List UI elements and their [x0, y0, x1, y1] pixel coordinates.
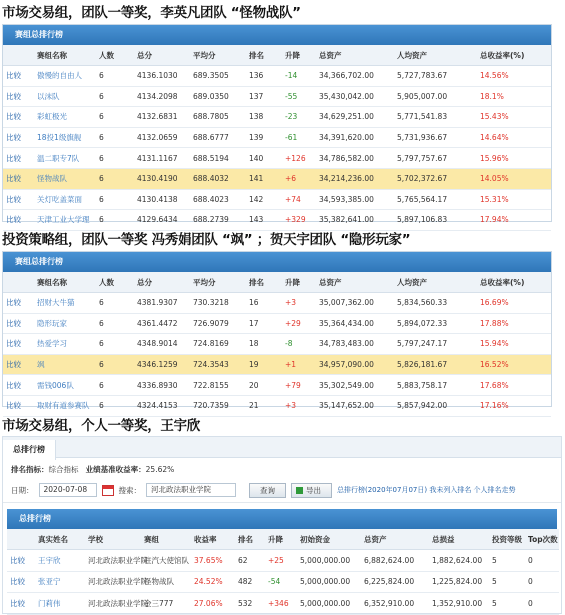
cell-initial: 5,000,000.00	[297, 593, 361, 615]
cell-change: +1	[282, 354, 316, 375]
personal-table-title: 总排行榜	[7, 509, 557, 529]
cell-total: 4348.9014	[134, 334, 190, 355]
cell-per-capita: 5,826,181.67	[394, 354, 477, 375]
cell-assets: 35,147,652.00	[316, 395, 394, 416]
team-ranking-panel-2	[2, 251, 552, 411]
cell-members: 6	[96, 334, 134, 355]
column-header: 总资产	[316, 272, 394, 293]
table-row	[3, 354, 551, 375]
cell-avg: 722.8155	[190, 375, 246, 396]
cell-avg: 688.4032	[190, 168, 246, 189]
column-header: 升降	[282, 45, 316, 66]
cell-assets: 6,882,624.00	[361, 550, 429, 572]
team-ranking-panel-1	[2, 24, 552, 225]
cell-change: +329	[282, 210, 316, 231]
table-row	[3, 334, 551, 355]
cell-total: 4336.8930	[134, 375, 190, 396]
panel-title: 赛组总排行榜	[3, 25, 551, 45]
cell-assets: 34,786,582.00	[316, 148, 394, 169]
cell-total: 4381.9307	[134, 293, 190, 314]
cell-total: 4129.6434	[134, 210, 190, 231]
cell-total: 4132.0659	[134, 127, 190, 148]
cell-assets: 35,302,549.00	[316, 375, 394, 396]
team-name-link[interactable]: 以沫队	[34, 86, 96, 107]
cell-change: +6	[282, 168, 316, 189]
cell-rank: 136	[246, 66, 282, 87]
benchmark-value: 25.62%	[145, 465, 175, 474]
cell-return: 17.16%	[477, 395, 551, 416]
cell-per-capita: 5,905,007.00	[394, 86, 477, 107]
column-header: 赛组名称	[34, 272, 96, 293]
cell-change: +25	[265, 550, 297, 572]
cell-avg: 724.3543	[190, 354, 246, 375]
export-label: 导出	[306, 485, 321, 495]
table-row	[3, 148, 551, 169]
team-name-link[interactable]: 热爱学习	[34, 334, 96, 355]
heading-market-personal-award: 市场交易组，个人一等奖，王宇欣	[2, 418, 200, 434]
cell-assets: 34,593,385.00	[316, 189, 394, 210]
column-header: 人数	[96, 45, 134, 66]
cell-total: 4131.1167	[134, 148, 190, 169]
cell-level: 5	[489, 593, 525, 615]
column-header: 总损益	[429, 529, 489, 550]
cell-change: -55	[282, 86, 316, 107]
cell-level: 5	[489, 550, 525, 572]
cell-rank: 140	[246, 148, 282, 169]
compare-link[interactable]: 比较	[7, 593, 35, 615]
divider	[3, 502, 561, 509]
cell-avg: 688.2739	[190, 210, 246, 231]
cell-assets: 34,783,483.00	[316, 334, 394, 355]
cell-avg: 689.0350	[190, 86, 246, 107]
cell-total: 4130.4190	[134, 168, 190, 189]
cell-change: +126	[282, 148, 316, 169]
column-header: 升降	[282, 272, 316, 293]
table-row	[3, 189, 551, 210]
team-name-link[interactable]: 怪物战队	[34, 168, 96, 189]
column-header: 总资产	[316, 45, 394, 66]
cell-rank: 21	[246, 395, 282, 416]
compare-link[interactable]: 比较	[3, 107, 34, 128]
cell-members: 6	[96, 86, 134, 107]
cell-pnl: 1,882,624.00	[429, 550, 489, 572]
cell-school: 河北政法职业学院	[85, 550, 141, 572]
team-name-link[interactable]: 隐形玩家	[34, 313, 96, 334]
cell-rank: 138	[246, 107, 282, 128]
compare-link[interactable]: 比较	[3, 334, 34, 355]
cell-per-capita: 5,894,072.33	[394, 313, 477, 334]
column-header: 学校	[85, 529, 141, 550]
column-header: 排名	[246, 272, 282, 293]
tab-bar	[3, 437, 561, 458]
cell-return: 14.56%	[477, 66, 551, 87]
cell-rank: 20	[246, 375, 282, 396]
cell-return: 15.43%	[477, 107, 551, 128]
cell-members: 6	[96, 395, 134, 416]
cell-return: 14.64%	[477, 127, 551, 148]
cell-total: 4346.1259	[134, 354, 190, 375]
cell-change: -23	[282, 107, 316, 128]
cell-assets: 34,366,702.00	[316, 66, 394, 87]
cell-level: 5	[489, 571, 525, 593]
table-row	[3, 168, 551, 189]
column-header: 平均分	[190, 45, 246, 66]
ranking-metric-line	[3, 458, 561, 478]
column-header: 总收益率(%)	[477, 272, 551, 293]
cell-change: -54	[265, 571, 297, 593]
cell-school: 河北政法职业学院	[85, 593, 141, 615]
cell-members: 6	[96, 168, 134, 189]
cell-yield: 37.65%	[191, 550, 235, 572]
compare-link[interactable]: 比较	[3, 375, 34, 396]
cell-change: +346	[265, 593, 297, 615]
cell-rank: 482	[235, 571, 265, 593]
cell-assets: 6,225,824.00	[361, 571, 429, 593]
cell-per-capita: 5,857,942.00	[394, 395, 477, 416]
column-header: 平均分	[190, 272, 246, 293]
ranking-note-links[interactable]: 总排行榜(2020年07月07日) 我未列入排名 个人排名走势	[337, 486, 516, 494]
column-header: 总收益率(%)	[477, 45, 551, 66]
cell-return: 16.69%	[477, 293, 551, 314]
table-row	[3, 313, 551, 334]
table-row	[3, 375, 551, 396]
team-name-link[interactable]: 飒	[34, 354, 96, 375]
compare-link[interactable]: 比较	[7, 571, 35, 593]
cell-avg: 726.9079	[190, 313, 246, 334]
team-name-link[interactable]: 需钱006队	[34, 375, 96, 396]
cell-change: +3	[282, 395, 316, 416]
cell-rank: 532	[235, 593, 265, 615]
cell-pnl: 1,352,910.00	[429, 593, 489, 615]
cell-rank: 143	[246, 210, 282, 231]
cell-members: 6	[96, 127, 134, 148]
column-header: 真实姓名	[35, 529, 85, 550]
table-row	[3, 66, 551, 87]
cell-total: 4134.2098	[134, 86, 190, 107]
cell-avg: 689.3505	[190, 66, 246, 87]
cell-assets: 34,391,620.00	[316, 127, 394, 148]
table-row	[7, 571, 559, 593]
cell-top: 0	[525, 550, 559, 572]
column-header: 赛组名称	[34, 45, 96, 66]
cell-return: 15.94%	[477, 334, 551, 355]
cell-team: 怪物战队	[141, 571, 191, 593]
cell-rank: 142	[246, 189, 282, 210]
table-row	[7, 550, 559, 572]
team-ranking-table-2	[3, 272, 551, 417]
date-label: 日期：	[11, 485, 34, 495]
export-button[interactable]	[291, 483, 332, 498]
cell-members: 6	[96, 189, 134, 210]
cell-rank: 141	[246, 168, 282, 189]
column-header: 排名	[235, 529, 265, 550]
cell-members: 6	[96, 210, 134, 231]
cell-school: 河北政法职业学院	[85, 571, 141, 593]
cell-per-capita: 5,897,106.83	[394, 210, 477, 231]
compare-link[interactable]: 比较	[3, 127, 34, 148]
metric-value: 综合指标	[48, 465, 79, 474]
table-row	[3, 395, 551, 416]
column-header	[3, 45, 34, 66]
heading-market-team-award: 市场交易组，团队一等奖，李英凡团队 “怪物战队”	[2, 5, 301, 21]
cell-members: 6	[96, 354, 134, 375]
cell-assets: 34,629,251.00	[316, 107, 394, 128]
cell-change: -14	[282, 66, 316, 87]
cell-per-capita: 5,883,758.17	[394, 375, 477, 396]
team-name-link[interactable]: 招财大牛猫	[34, 293, 96, 314]
cell-per-capita: 5,834,560.33	[394, 293, 477, 314]
panel-title: 赛组总排行榜	[3, 252, 551, 272]
column-header: 总分	[134, 45, 190, 66]
cell-per-capita: 5,702,372.67	[394, 168, 477, 189]
cell-pnl: 1,225,824.00	[429, 571, 489, 593]
cell-return: 17.88%	[477, 313, 551, 334]
cell-members: 6	[96, 107, 134, 128]
calendar-icon[interactable]	[102, 485, 114, 496]
compare-link[interactable]: 比较	[3, 210, 34, 231]
column-header: Top次数	[525, 529, 559, 550]
compare-link[interactable]: 比较	[3, 66, 34, 87]
column-header: 收益率	[191, 529, 235, 550]
cell-total: 4136.1030	[134, 66, 190, 87]
cell-total: 4130.4138	[134, 189, 190, 210]
cell-rank: 17	[246, 313, 282, 334]
cell-assets: 6,352,910.00	[361, 593, 429, 615]
team-name-link[interactable]: 18投1级旗舰	[34, 127, 96, 148]
column-header: 投资等级	[489, 529, 525, 550]
cell-top: 0	[525, 571, 559, 593]
cell-return: 17.68%	[477, 375, 551, 396]
cell-assets: 35,364,434.00	[316, 313, 394, 334]
cell-return: 18.1%	[477, 86, 551, 107]
cell-per-capita: 5,771,541.83	[394, 107, 477, 128]
cell-change: +74	[282, 189, 316, 210]
cell-rank: 16	[246, 293, 282, 314]
cell-per-capita: 5,765,564.17	[394, 189, 477, 210]
cell-assets: 34,214,236.00	[316, 168, 394, 189]
cell-change: -61	[282, 127, 316, 148]
column-header: 人均资产	[394, 45, 477, 66]
column-header: 人均资产	[394, 272, 477, 293]
filter-bar	[3, 478, 561, 502]
personal-ranking-table	[7, 529, 559, 615]
column-header: 排名	[246, 45, 282, 66]
tab-overall-ranking[interactable]: 总排行榜	[3, 440, 56, 460]
cell-members: 6	[96, 313, 134, 334]
benchmark-label: 业绩基准收益率：	[85, 465, 146, 474]
compare-link[interactable]: 比较	[3, 395, 34, 416]
heading-strategy-team-award: 投资策略组，团队一等奖 冯秀娟团队 “飒” ；贺天宇团队 “隐形玩家”	[2, 232, 411, 248]
cell-assets: 35,430,042.00	[316, 86, 394, 107]
cell-team: 金三777	[141, 593, 191, 615]
cell-assets: 35,007,362.00	[316, 293, 394, 314]
compare-link[interactable]: 比较	[3, 148, 34, 169]
cell-members: 6	[96, 375, 134, 396]
compare-link[interactable]: 比较	[3, 313, 34, 334]
cell-yield: 24.52%	[191, 571, 235, 593]
compare-link[interactable]: 比较	[3, 168, 34, 189]
search-label: 搜索：	[118, 485, 141, 495]
compare-link[interactable]: 比较	[3, 86, 34, 107]
cell-change: +3	[282, 293, 316, 314]
team-ranking-table-1	[3, 45, 551, 231]
cell-return: 17.94%	[477, 210, 551, 231]
column-header: 总分	[134, 272, 190, 293]
person-name-link[interactable]: 门莉伟	[35, 593, 85, 615]
export-icon	[296, 487, 303, 494]
cell-members: 6	[96, 293, 134, 314]
cell-yield: 27.06%	[191, 593, 235, 615]
team-name-link[interactable]: 温二职专7队	[34, 148, 96, 169]
team-name-link[interactable]: 天津工业大学理	[34, 210, 96, 231]
person-name-link[interactable]: 王宇欣	[35, 550, 85, 572]
table-row	[3, 127, 551, 148]
cell-rank: 62	[235, 550, 265, 572]
search-input[interactable]: 河北政法职业学院	[146, 483, 236, 497]
query-button[interactable]: 查询	[249, 483, 286, 498]
team-name-link[interactable]: 傲慢的自由人	[34, 66, 96, 87]
team-name-link[interactable]: 取财有道参赛队	[34, 395, 96, 416]
team-name-link[interactable]: 彩虹极光	[34, 107, 96, 128]
cell-team: 驻汽大使馆队	[141, 550, 191, 572]
cell-total: 4361.4472	[134, 313, 190, 334]
team-name-link[interactable]: 关灯吃盖菜面	[34, 189, 96, 210]
column-header	[7, 529, 35, 550]
cell-initial: 5,000,000.00	[297, 550, 361, 572]
cell-return: 14.05%	[477, 168, 551, 189]
cell-members: 6	[96, 148, 134, 169]
column-header: 人数	[96, 272, 134, 293]
cell-rank: 137	[246, 86, 282, 107]
column-header: 赛组	[141, 529, 191, 550]
personal-ranking-panel	[2, 436, 562, 614]
cell-initial: 5,000,000.00	[297, 571, 361, 593]
cell-total: 4132.6831	[134, 107, 190, 128]
cell-per-capita: 5,727,783.67	[394, 66, 477, 87]
table-row	[7, 593, 559, 615]
cell-rank: 139	[246, 127, 282, 148]
cell-avg: 688.6777	[190, 127, 246, 148]
cell-avg: 724.8169	[190, 334, 246, 355]
cell-top: 0	[525, 593, 559, 615]
table-row	[3, 293, 551, 314]
cell-change: +29	[282, 313, 316, 334]
column-header: 总资产	[361, 529, 429, 550]
cell-change: -8	[282, 334, 316, 355]
cell-return: 15.31%	[477, 189, 551, 210]
cell-avg: 730.3218	[190, 293, 246, 314]
cell-per-capita: 5,731,936.67	[394, 127, 477, 148]
cell-return: 16.52%	[477, 354, 551, 375]
cell-avg: 688.7805	[190, 107, 246, 128]
cell-change: +79	[282, 375, 316, 396]
person-name-link[interactable]: 张亚宁	[35, 571, 85, 593]
cell-per-capita: 5,797,247.17	[394, 334, 477, 355]
cell-avg: 688.5194	[190, 148, 246, 169]
compare-link[interactable]: 比较	[3, 354, 34, 375]
cell-rank: 18	[246, 334, 282, 355]
metric-label: 排名指标：	[11, 465, 49, 474]
table-row	[3, 107, 551, 128]
cell-avg: 688.4023	[190, 189, 246, 210]
cell-rank: 19	[246, 354, 282, 375]
column-header	[3, 272, 34, 293]
column-header: 初始资金	[297, 529, 361, 550]
cell-assets: 34,957,090.00	[316, 354, 394, 375]
compare-link[interactable]: 比较	[7, 550, 35, 572]
cell-members: 6	[96, 66, 134, 87]
compare-link[interactable]: 比较	[3, 293, 34, 314]
date-input[interactable]: 2020-07-08	[39, 483, 97, 497]
cell-total: 4324.4153	[134, 395, 190, 416]
cell-assets: 35,382,641.00	[316, 210, 394, 231]
compare-link[interactable]: 比较	[3, 189, 34, 210]
cell-return: 15.96%	[477, 148, 551, 169]
column-header: 升降	[265, 529, 297, 550]
cell-per-capita: 5,797,757.67	[394, 148, 477, 169]
cell-avg: 720.7359	[190, 395, 246, 416]
table-row	[3, 86, 551, 107]
